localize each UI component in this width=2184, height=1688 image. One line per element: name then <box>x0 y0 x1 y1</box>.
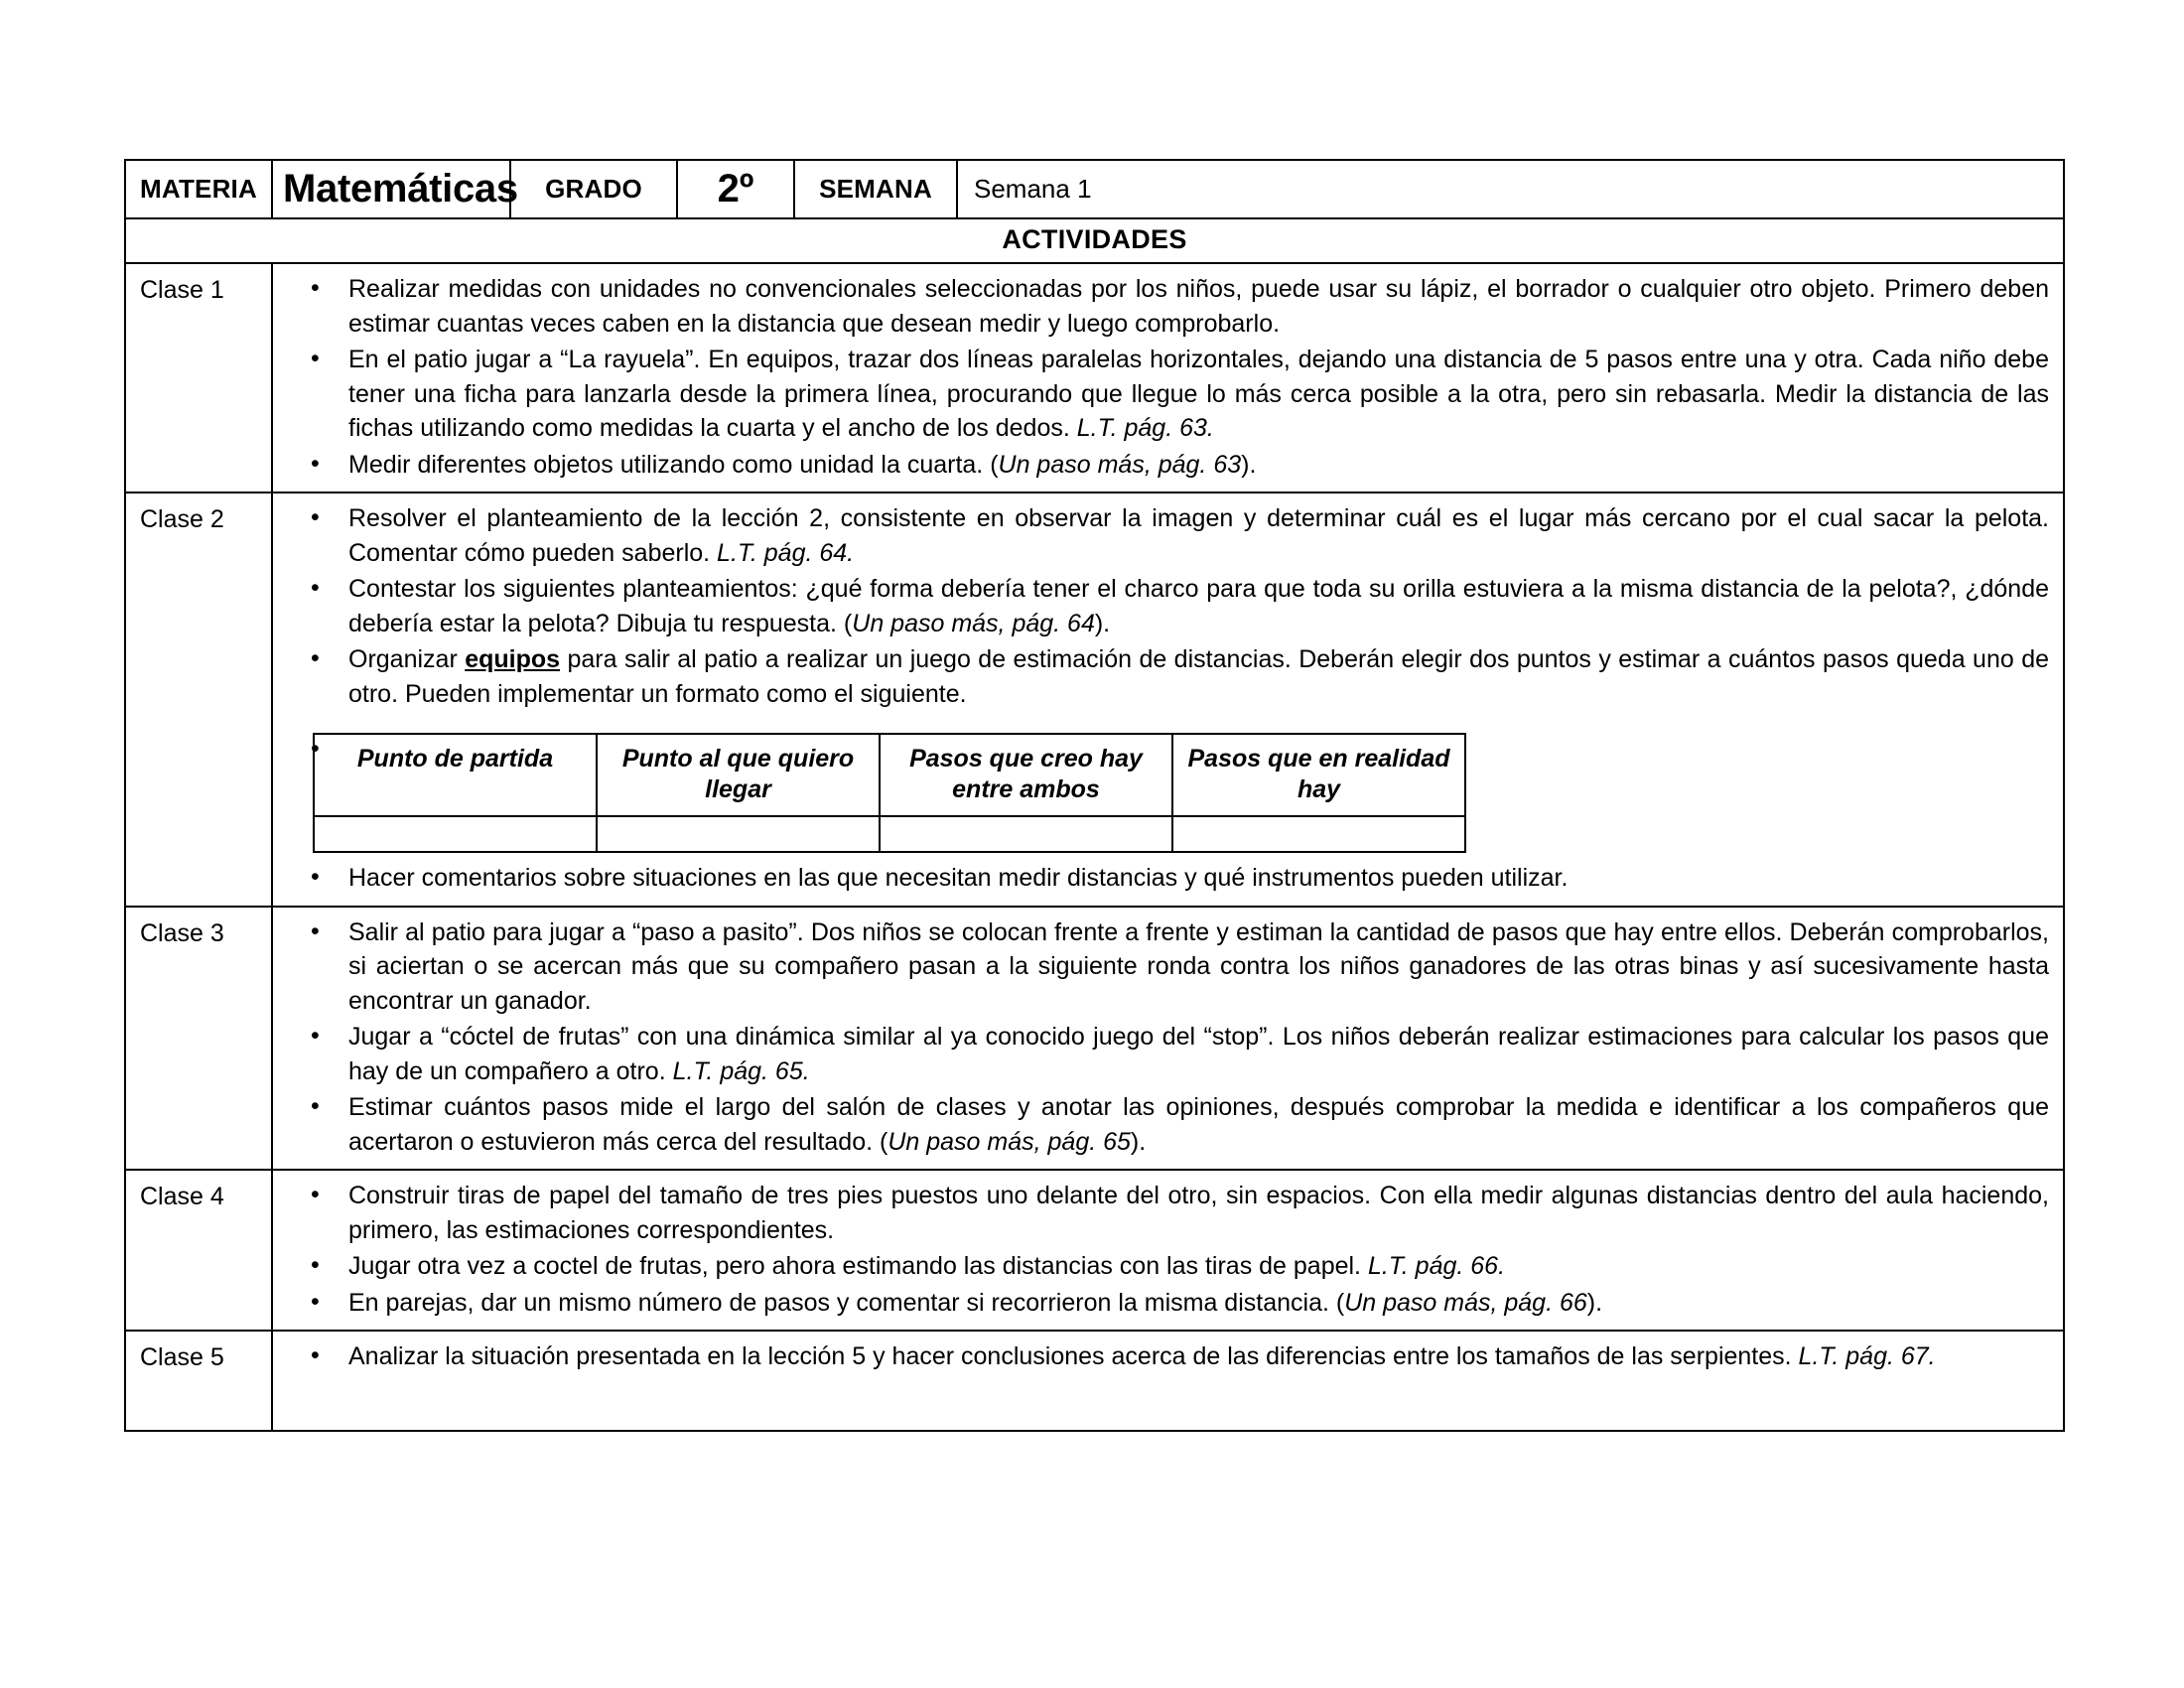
activity-text: Medir diferentes objetos utilizando como unidad la cuarta. ( <box>348 450 999 479</box>
activity-embedded-table-item <box>344 733 2049 853</box>
class-body-5 <box>272 1331 2064 1431</box>
class-label-4: Clase 4 <box>125 1170 272 1331</box>
activity-item <box>344 272 2049 341</box>
semana-value: Semana 1 <box>974 174 1092 204</box>
activity-item <box>344 1286 2049 1321</box>
class-row-2 <box>125 492 2064 907</box>
estimation-format-table <box>313 733 1466 853</box>
activity-reference: L.T. pág. 64. <box>717 538 855 567</box>
class-label-5: Clase 5 <box>125 1331 272 1431</box>
activity-item <box>344 572 2049 640</box>
activity-reference: Un paso más, pág. 64 <box>852 609 1095 637</box>
estimation-format-table-wrap <box>313 733 1464 853</box>
activity-reference: Un paso más, pág. 66 <box>1344 1288 1587 1317</box>
lesson-plan-sheet <box>124 159 2065 1432</box>
inner-table-cell[interactable] <box>880 816 1172 852</box>
activity-text: Hacer comentarios sobre situaciones en las que necesitan medir distancias y qué instrumentos pueden utilizar. <box>348 864 1569 892</box>
class-label-2: Clase 2 <box>125 492 272 907</box>
materia-label-cell <box>125 160 272 218</box>
activity-item <box>344 1249 2049 1284</box>
activity-text-tail: ). <box>1241 450 1257 479</box>
activity-text: Salir al patio para jugar a “paso a pasito”. Dos niños se colocan frente a frente y estiman la cantidad de pasos que hay entre ellos. Deberán comprobarlos, si aciertan o se acercan más que su compañero pasan a la siguiente ronda contra los niños ganadores de las otras binas y así sucesivamente hasta encontrar un ganador. <box>348 917 2049 1015</box>
inner-table-header-row <box>314 734 1465 816</box>
class-body-3 <box>272 907 2064 1171</box>
activity-list-5 <box>287 1339 2049 1374</box>
activity-item <box>344 1179 2049 1247</box>
activity-text-tail: ). <box>1130 1127 1147 1156</box>
header-row <box>125 160 2064 218</box>
activity-list-2 <box>287 501 2049 896</box>
class-body-filler <box>287 1374 2049 1420</box>
activity-reference: L.T. pág. 66. <box>1367 1252 1506 1280</box>
inner-table-header-cell: Pasos que en realidad hay <box>1172 734 1465 816</box>
class-body-4 <box>272 1170 2064 1331</box>
class-label-1: Clase 1 <box>125 263 272 492</box>
grado-label-cell <box>510 160 677 218</box>
lesson-plan-table <box>124 159 2065 1432</box>
activity-item <box>344 343 2049 446</box>
activity-text: Organizar <box>348 645 466 673</box>
grado-label: GRADO <box>545 174 642 204</box>
activity-text: Realizar medidas con unidades no convencionales seleccionadas por los niños, puede usar su lápiz, el borrador o cualquier otro objeto. Primero deben estimar cuantas veces caben en la distancia que desean medir y luego comprobarlo. <box>348 275 2049 338</box>
activity-text: Resolver el planteamiento de la lección 2, consistente en observar la imagen y determinar cuál es el lugar más cercano por el cual sacar la pelota. Comentar cómo pueden saberlo. <box>348 504 2049 567</box>
activity-reference: Un paso más, pág. 63 <box>998 450 1242 479</box>
semana-value-cell <box>957 160 2064 218</box>
activity-item <box>344 915 2049 1019</box>
activity-text: Analizar la situación presentada en la lección 5 y hacer conclusiones acerca de las diferencias entre los tamaños de las serpientes. <box>348 1342 1799 1370</box>
activity-emphasis: equipos <box>465 645 561 673</box>
materia-value-cell <box>272 160 518 218</box>
inner-table-cell[interactable] <box>314 816 597 852</box>
activity-text: Contestar los siguientes planteamientos: ¿qué forma debería tener el charco para que toda su orilla estuviera a la misma distancia de la pelota?, ¿dónde debería estar la pelota? Dibuja tu respuesta. ( <box>348 575 2049 637</box>
activity-item <box>344 642 2049 711</box>
activity-text-tail: ). <box>1586 1288 1603 1317</box>
activity-reference: L.T. pág. 65. <box>672 1056 810 1085</box>
activity-reference: Un paso más, pág. 65 <box>887 1127 1131 1156</box>
activity-item <box>344 1090 2049 1159</box>
semana-label-cell <box>794 160 957 218</box>
class-row-3 <box>125 907 2064 1171</box>
class-row-4 <box>125 1170 2064 1331</box>
activity-item <box>344 448 2049 483</box>
activity-reference: L.T. pág. 67. <box>1798 1342 1936 1370</box>
activity-list-4 <box>287 1179 2049 1320</box>
class-row-1 <box>125 263 2064 492</box>
class-label-3: Clase 3 <box>125 907 272 1171</box>
activity-item <box>344 501 2049 570</box>
class-row-5 <box>125 1331 2064 1431</box>
activity-text: En el patio jugar a “La rayuela”. En equipos, trazar dos líneas paralelas horizontales, dejando una distancia de 5 pasos entre una y otra. Cada niño debe tener una ficha para lanzarla desde la primera línea, procurando que llegue lo más cerca posible a la otra, pero sin rebasarla. Medir la distancia de las fichas utilizando como medidas la cuarta y el ancho de los dedos. <box>348 346 2049 442</box>
activity-reference: L.T. pág. 63. <box>1076 414 1214 442</box>
activities-band: ACTIVIDADES <box>125 218 2064 263</box>
activity-list-3 <box>287 915 2049 1160</box>
activity-text: Jugar otra vez a coctel de frutas, pero ahora estimando las distancias con las tiras de papel. <box>348 1252 1368 1280</box>
activity-text-tail: ). <box>1094 609 1111 637</box>
class-body-2 <box>272 492 2064 907</box>
grado-value: 2º <box>717 167 754 211</box>
activity-list-1 <box>287 272 2049 482</box>
activity-item <box>344 861 2049 896</box>
materia-label: MATERIA <box>140 174 257 204</box>
activity-text: Jugar a “cóctel de frutas” con una dinámica similar al ya conocido juego del “stop”. Los niños deberán realizar estimaciones para calcular los pasos que hay de un compañero a otro. <box>348 1023 2049 1085</box>
class-body-1 <box>272 263 2064 492</box>
grado-value-cell <box>677 160 794 218</box>
inner-table-cell[interactable] <box>1172 816 1465 852</box>
activity-text: Construir tiras de papel del tamaño de tres pies puestos uno delante del otro, sin espacios. Con ella medir algunas distancias dentro del aula haciendo, primero, las estimaciones correspondientes. <box>348 1182 2049 1244</box>
semana-label: SEMANA <box>819 174 932 204</box>
activities-band-row <box>125 218 2064 263</box>
inner-table-row <box>314 816 1465 852</box>
activity-item <box>344 1339 2049 1374</box>
materia-value: Matemáticas <box>283 167 518 211</box>
activity-text: Estimar cuántos pasos mide el largo del salón de clases y anotar las opiniones, después comprobar la medida e identificar a los compañeros que acertaron o estuvieron más cerca del resultado. ( <box>348 1093 2049 1156</box>
inner-table-header-cell: Punto al que quiero llegar <box>597 734 880 816</box>
activity-item <box>344 1020 2049 1088</box>
activity-text: En parejas, dar un mismo número de pasos y comentar si recorrieron la misma distancia. ( <box>348 1288 1345 1317</box>
activity-text-tail: para salir al patio a realizar un juego de estimación de distancias. Deberán elegir dos puntos y estimar a cuántos pasos queda uno de otro. Pueden implementar un formato como el siguiente. <box>348 645 2050 708</box>
inner-table-header-cell: • Punto de partida <box>314 734 597 816</box>
inner-table-header-cell: Pasos que creo hay entre ambos <box>880 734 1172 816</box>
inner-table-cell[interactable] <box>597 816 880 852</box>
